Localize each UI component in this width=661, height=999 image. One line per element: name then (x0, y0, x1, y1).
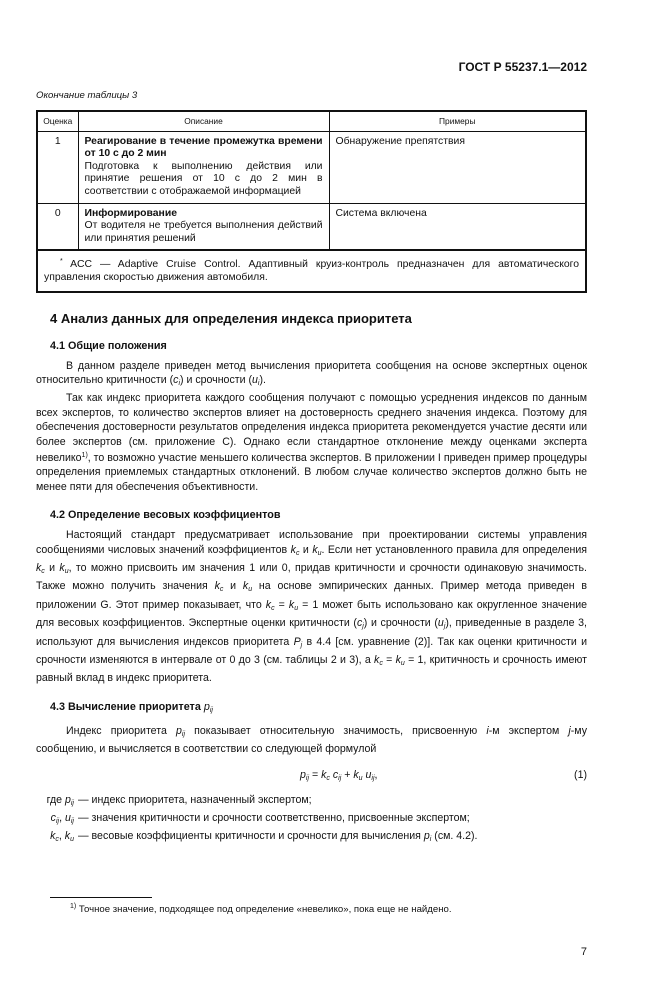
variable-subscript: j (362, 623, 364, 631)
variable-symbol: k (395, 654, 401, 667)
text-run: в 4.4 [см. уравнение (2)]. Так как оценки критичности и срочности изменяются в интервале от 0 до 3 (см. таблицы 2 и 3), а (36, 635, 587, 667)
variable-subscript: u (358, 774, 363, 782)
note-text: ACC — Adaptive Cruise Control. Адаптивный круиз-контроль предназначен для автоматического управления скоростью движения автомобиля. (44, 259, 579, 283)
math-variable (321, 769, 330, 781)
var: p (203, 700, 210, 713)
math-variable (353, 769, 362, 781)
text-run: ) и срочности ( (363, 617, 438, 630)
text-run: -м экспертом (488, 724, 569, 737)
text-run: и (223, 580, 243, 593)
table-header-row (37, 111, 586, 131)
variable-symbol: p (300, 768, 306, 781)
formula-row (36, 767, 587, 789)
variable-subscript: ij (181, 730, 186, 738)
variable-subscript: ij (70, 799, 74, 807)
section-4-heading: 4 Анализ данных для определения индекса приоритета (50, 310, 412, 326)
text-run: -му сообщению, и вычисляется в соответствии со следующей формулой (36, 724, 587, 756)
variable-symbol: k (242, 580, 249, 593)
variable-symbol: u (64, 811, 71, 824)
score-cell: 1 (37, 131, 78, 203)
variable-symbol: p (175, 724, 182, 737)
legend-item (36, 811, 587, 829)
legend-text (78, 829, 477, 847)
math-variable (176, 725, 185, 737)
math-variable (374, 654, 383, 666)
description-title: Реагирование в течение промежутка времени от 10 с до 2 мин (84, 135, 323, 160)
formula-legend (36, 793, 587, 847)
variable-subscript: c (219, 586, 224, 594)
text-run: , то можно присвоить им значения 1 или 0, придав критичности и срочности одинаковую значимость. Также можно получить значения (36, 562, 587, 593)
variable-subscript: c (271, 604, 275, 612)
variable-subscript: u (248, 586, 253, 594)
variable-symbol: j (568, 724, 571, 737)
section-4-2-heading: 4.2 Определение весовых коэффициентов (50, 509, 281, 522)
variable-subscript: u (294, 604, 299, 612)
text-run: ), приведенные в разделе 3, используют для вычисления индексов приоритета (36, 617, 587, 648)
variable-symbol: k (59, 562, 65, 574)
section-4-1-body (36, 359, 587, 495)
variable-symbol: p (423, 829, 430, 842)
variable-symbol: k (353, 768, 359, 781)
variable-subscript: u (70, 835, 74, 843)
variable-subscript: i (257, 379, 260, 387)
text-run: Индекс приоритета (66, 724, 176, 737)
footnote-mark: 1) (70, 902, 77, 910)
variable-subscript: u (400, 660, 405, 668)
math-variable (65, 812, 74, 824)
legend-item (36, 829, 587, 847)
note-mark: * (60, 258, 63, 266)
column-header: Примеры (329, 111, 586, 131)
variable-subscript: ij (305, 774, 310, 782)
legend-description: — значения критичности и срочности соответственно, присвоенные экспертом; (78, 811, 470, 824)
description-title: Информирование (84, 207, 177, 219)
table-note (37, 250, 586, 291)
variable-subscript: ij (70, 817, 74, 825)
legend-symbol (36, 793, 78, 811)
text-run: (см. 4.2). (431, 829, 478, 842)
text-run: на основе эмпирических данных. Пример метода приведен в приложении G. Этот пример показывает, что (36, 580, 587, 611)
text-run: = 1, критичность и срочность имеют равный вклад в индекс приоритета. (36, 654, 587, 685)
math-variable (366, 769, 375, 781)
variable-symbol: k (374, 654, 380, 667)
variable-symbol: k (288, 598, 295, 611)
math-variable (357, 617, 364, 629)
text-run: ) и срочности ( (180, 373, 252, 386)
math-variable (36, 562, 45, 574)
paragraph (36, 528, 587, 686)
text-run: , (58, 829, 65, 842)
variable-symbol: u (251, 373, 258, 386)
score-cell: 0 (37, 203, 78, 250)
legend-description: — весовые коэффициенты критичности и срочности для вычисления (78, 829, 424, 842)
paragraph (36, 359, 587, 392)
text-run: = (382, 654, 396, 667)
heading-text: 4.3 Вычисление приоритета (50, 700, 204, 713)
heading-variable (204, 701, 213, 713)
var-sub: ij (209, 706, 213, 714)
variable-subscript: c (41, 568, 45, 575)
text-run: В данном разделе приведен метод вычисления приоритета сообщения на основе экспертных оценок относительно критичности ( (36, 359, 587, 386)
math-variable (312, 544, 321, 556)
variable-symbol: u (437, 617, 444, 630)
math-variable (65, 830, 74, 842)
math-variable (50, 830, 59, 842)
page-number: 7 (580, 945, 587, 958)
footnote-text: Точное значение, подходящее под определение «невелико», пока еще не найдено. (76, 903, 452, 915)
legend-text (78, 793, 312, 811)
variable-symbol: u (365, 768, 372, 781)
variable-subscript: u (317, 549, 322, 557)
footnote (36, 901, 587, 916)
variable-symbol: k (265, 598, 272, 611)
example-cell: Обнаружение препятствия (329, 131, 586, 203)
math-variable (300, 769, 309, 781)
paragraph (36, 391, 587, 494)
variable-symbol: k (36, 562, 42, 574)
description-cell (78, 131, 329, 203)
variable-symbol: c (332, 768, 339, 781)
variable-subscript: ij (371, 774, 375, 782)
math-variable (65, 794, 74, 806)
variable-subscript: u (64, 568, 69, 575)
variable-symbol: i (486, 724, 489, 737)
text-run: Так как индекс приоритета каждого сообщения получают с помощью усреднения индексов по данным всех экспертов, то количество экспертов влияет на достоверность среднего значения индекса. Поэтому для обеспечения достоверности результатов определения индекса приоритета рекомендуется участие десяти или более экспертов (см. приложение С). Однако если стандартное отклонение между оценками эксперта невелико (36, 392, 587, 464)
paragraph (36, 724, 587, 757)
variable-symbol: k (214, 580, 220, 593)
variable-symbol: P (293, 635, 301, 648)
variable-symbol: c (173, 373, 179, 386)
math-variable (51, 812, 59, 824)
text-run: показывает относительную значимость, присвоенную (185, 724, 487, 737)
text-run: Настоящий стандарт предусматривает использование при проектировании системы управления сообщениями числовых значений коэффициентов (36, 529, 587, 556)
math-variable (59, 562, 68, 574)
variable-subscript: c (55, 835, 59, 843)
text-run: и (44, 562, 60, 574)
text-run: = (309, 768, 322, 781)
math-variable (294, 636, 303, 648)
variable-symbol: k (50, 829, 56, 842)
section-4-3-heading (36, 700, 587, 718)
section-4-2-body (36, 528, 587, 686)
text-run: , (59, 811, 65, 824)
text-run: . Если нет установленного правила для определения (321, 543, 587, 556)
variable-symbol: k (290, 543, 296, 556)
variable-symbol: c (50, 811, 56, 824)
variable-symbol: k (312, 543, 318, 556)
variable-symbol: p (64, 793, 71, 806)
table-caption: Окончание таблицы 3 (36, 90, 138, 101)
table-3 (36, 110, 587, 293)
variable-symbol: k (321, 768, 327, 781)
document-code: ГОСТ Р 55237.1—2012 (458, 60, 587, 74)
description-text: Подготовка к выполнению действия или принятие решения от 10 с до 2 мин в соответствии с отображаемой информацией (84, 160, 323, 197)
math-variable (396, 654, 405, 666)
math-variable (243, 580, 252, 592)
description-cell (78, 203, 329, 250)
variable-subscript: ij (55, 817, 60, 825)
footnote-ref: 1) (81, 451, 88, 459)
variable-subscript: i (178, 379, 180, 387)
table-row (37, 131, 586, 203)
table-row (37, 203, 586, 250)
variable-subscript: c (326, 774, 330, 782)
legend-symbol (36, 829, 78, 847)
text-run: , (374, 768, 378, 781)
legend-item (36, 793, 587, 811)
description-text: От водителя не требуется выполнения действий или принятия решений (84, 220, 323, 244)
text-run: = 1 может быть использовано как округленное значение для весовых коэффициентов. Экспертные оценки критичности ( (36, 598, 587, 630)
section-4-1-heading: 4.1 Общие положения (50, 339, 167, 352)
section-4-3-body (36, 724, 587, 757)
column-header: Описание (78, 111, 329, 131)
text-run: + (341, 768, 354, 781)
variable-subscript: ij (338, 774, 342, 782)
variable-subscript: j (443, 623, 446, 631)
example-cell: Система включена (329, 203, 586, 250)
text-run: ). (259, 373, 266, 386)
equation-number: (1) (574, 768, 587, 781)
legend-text (78, 811, 470, 829)
math-variable (173, 374, 180, 386)
text-run: где (46, 793, 65, 806)
math-variable (289, 599, 298, 611)
legend-symbol (36, 811, 78, 829)
formula-1 (300, 767, 378, 787)
variable-subscript: j (300, 641, 303, 649)
text-run: и (299, 543, 313, 556)
variable-subscript: c (295, 549, 300, 557)
variable-subscript: c (379, 660, 383, 668)
variable-symbol: k (64, 829, 71, 842)
variable-symbol: c (356, 617, 363, 630)
text-run: , то возможно участие меньшего количества экспертов. В приложении I приведен пример процедуры определения приемлемых стандартных отклонений. В любом случае количество экспертов должно быть не менее пяти для обеспечения объективности. (36, 451, 587, 493)
footnote-divider (50, 897, 152, 898)
table-note-row (37, 250, 586, 291)
math-variable (266, 599, 275, 611)
column-header: Оценка (37, 111, 78, 131)
legend-description: — индекс приоритета, назначенный экспертом; (78, 793, 312, 806)
text-run: = (274, 598, 289, 611)
variable-subscript: i (429, 835, 432, 843)
